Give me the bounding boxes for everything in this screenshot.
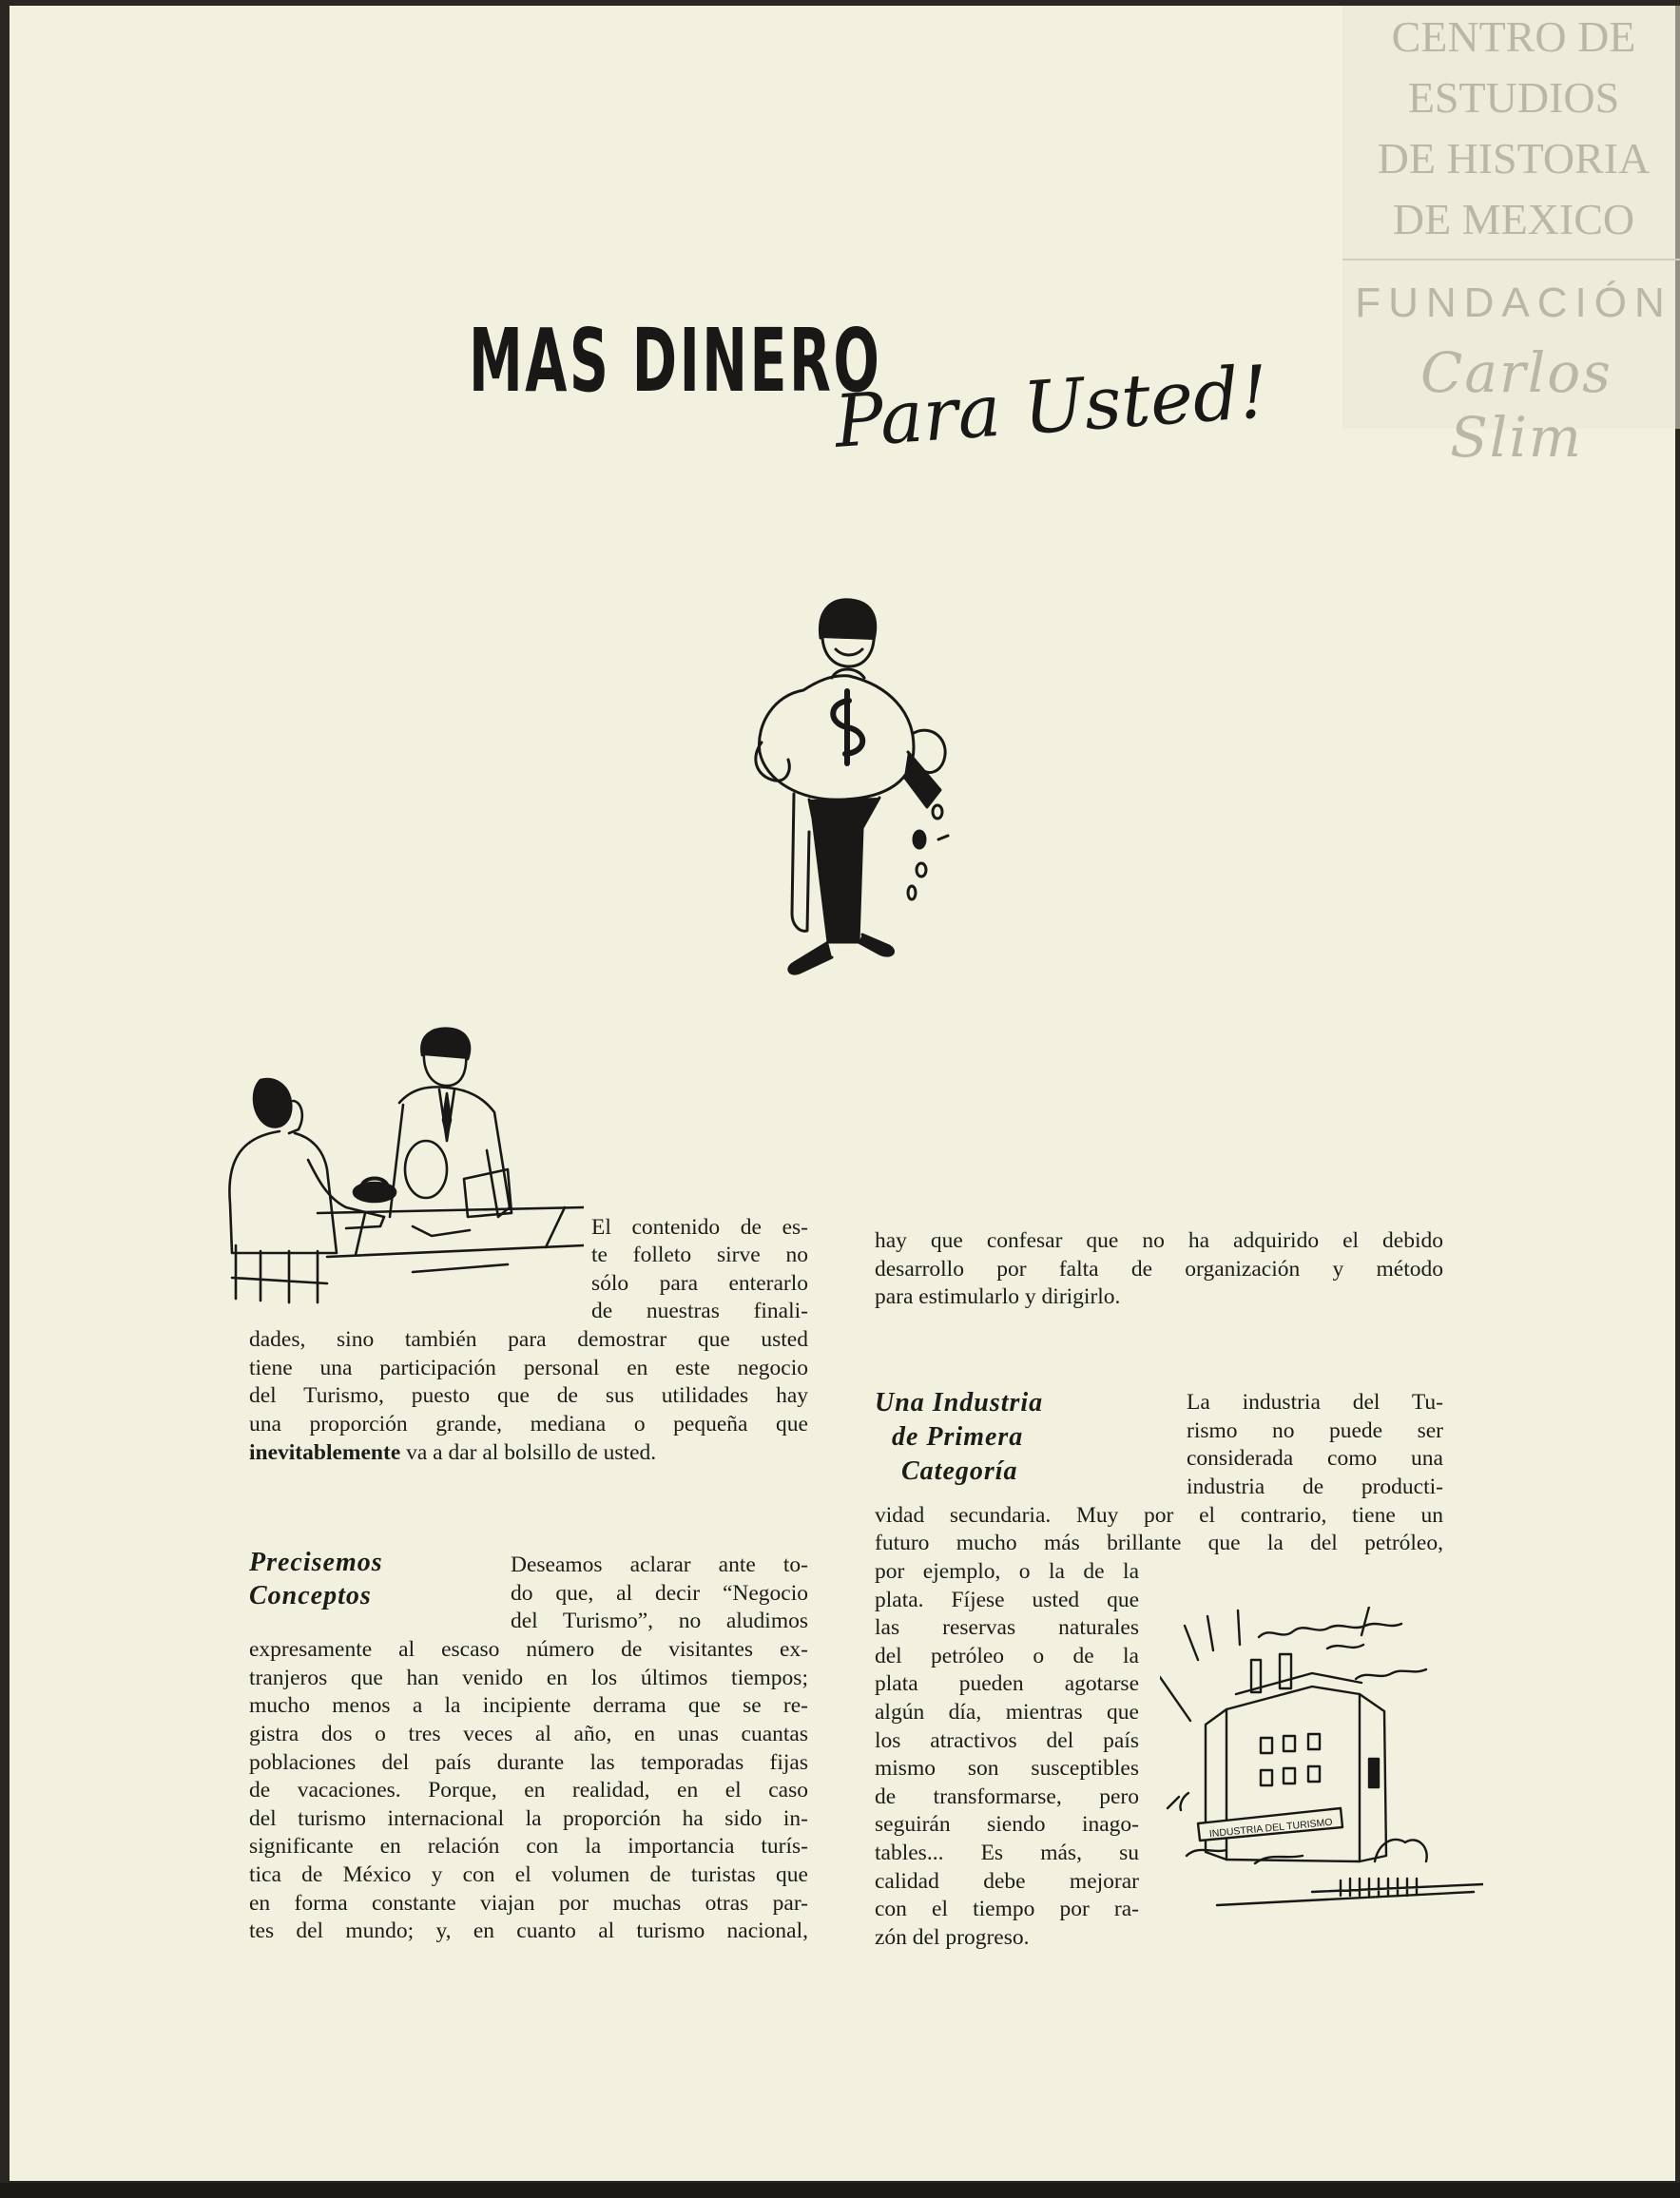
intro-last-line	[249, 1439, 808, 1468]
watermark-line: DE MEXICO	[1392, 195, 1635, 243]
industria-narrow-line: de transformarse, pero	[875, 1784, 1139, 1809]
precisemos-line: de vacaciones. Porque, en realidad, en el caso	[249, 1778, 808, 1803]
industria-side-line: industria de producti-	[1187, 1475, 1443, 1499]
industria-narrow-line: por ejemplo, o la de la	[875, 1559, 1139, 1584]
industria-narrow-line: tables... Es más, su	[875, 1841, 1139, 1865]
precisemos-line: en forma constante viajan por muchas otras par-	[249, 1891, 808, 1916]
industria-narrow-line: mismo son susceptibles	[875, 1756, 1139, 1781]
industria-narrow-line: seguirán siendo inago-	[875, 1812, 1139, 1837]
industria-side-line: rismo no puede ser	[1187, 1418, 1443, 1443]
industria-narrow-line: los atractivos del país	[875, 1728, 1139, 1753]
section-heading: Precisemos	[249, 1548, 383, 1577]
industria-narrow-line: las reservas naturales	[875, 1615, 1139, 1640]
watermark-foundation: FUNDACIÓN	[1355, 280, 1672, 326]
document-page	[10, 6, 1675, 2181]
intro-side-line: de nuestras finali-	[591, 1299, 808, 1323]
industria-side-line: La industria del Tu-	[1187, 1390, 1443, 1415]
intro-line: dades, sino también para demostrar que usted	[249, 1327, 808, 1352]
precisemos-line: del turismo internacional la proporción ha sido in-	[249, 1806, 808, 1831]
industria-narrow-line: del petróleo o de la	[875, 1644, 1139, 1668]
page-subtitle: Para Usted!	[832, 349, 1271, 464]
precisemos-line: tes del mundo; y, en cuanto al turismo nacional,	[249, 1918, 808, 1943]
industria-narrow-line: plata pueden agotarse	[875, 1671, 1139, 1696]
industria-narrow-line: algún día, mientras que	[875, 1700, 1139, 1725]
archive-watermark	[1342, 6, 1680, 470]
section-heading: Conceptos	[249, 1581, 372, 1610]
precisemos-line: tica de México y con el volumen de turistas que	[249, 1862, 808, 1887]
industria-narrow-line: plata. Fíjese usted que	[875, 1588, 1139, 1612]
section-heading: Categoría	[901, 1456, 1018, 1486]
right-top-line: para estimularlo y dirigirlo.	[875, 1284, 1121, 1309]
tourism-factory-illustration	[1160, 1607, 1483, 1911]
watermark-signature: Carlos Slim	[1420, 340, 1612, 470]
precisemos-line: gistra dos o tres veces al año, en unas cuantas	[249, 1722, 808, 1746]
industria-narrow-line: zón del progreso.	[875, 1925, 1030, 1950]
precisemos-side-line: del Turismo”, no aludimos	[511, 1609, 808, 1633]
intro-side-line: El contenido de es-	[591, 1215, 808, 1240]
intro-line-rest: va a dar al bolsillo de usted.	[400, 1440, 657, 1465]
precisemos-line: tranjeros que han venido en los últimos tiempos;	[249, 1666, 808, 1690]
watermark-line: ESTUDIOS	[1407, 73, 1620, 122]
watermark-line: CENTRO DE	[1391, 12, 1636, 61]
industria-narrow-line: con el tiempo por ra-	[875, 1897, 1139, 1921]
page-title: MAS DINERO	[469, 310, 882, 412]
precisemos-line: significante en relación con la importancia turís-	[249, 1834, 808, 1859]
money-bag-man-illustration	[737, 590, 965, 980]
precisemos-line: expresamente al escaso número de visitantes ex-	[249, 1637, 808, 1662]
section-heading: Una Industria	[875, 1388, 1044, 1417]
intro-side-line: sólo para enterarlo	[591, 1271, 808, 1296]
intro-line: una proporción grande, mediana o pequeña que	[249, 1412, 808, 1436]
section-heading: de Primera	[892, 1422, 1024, 1452]
intro-line: tiene una participación personal en este negocio	[249, 1356, 808, 1380]
industria-narrow-line: calidad debe mejorar	[875, 1869, 1139, 1894]
right-top-line: hay que confesar que no ha adquirido el debido	[875, 1228, 1443, 1253]
intro-side-line: te folleto sirve no	[591, 1243, 808, 1267]
precisemos-side-line: Deseamos aclarar ante to-	[511, 1552, 808, 1577]
scan-border	[0, 2183, 1680, 2198]
building-sign: INDUSTRIA DEL TURISMO	[1208, 1816, 1334, 1841]
watermark-line: DE HISTORIA	[1377, 134, 1651, 183]
precisemos-side-line: do que, al decir “Negocio	[511, 1581, 808, 1606]
right-top-line: desarrollo por falta de organización y método	[875, 1257, 1443, 1282]
office-scene-illustration	[222, 1027, 584, 1312]
industria-line: futuro mucho más brillante que la del petróleo,	[875, 1531, 1443, 1555]
precisemos-line: poblaciones del país durante las temporadas fijas	[249, 1750, 808, 1775]
watermark-divider	[1342, 259, 1680, 260]
industria-line: vidad secundaria. Muy por el contrario, tiene un	[875, 1503, 1443, 1528]
precisemos-line: mucho menos a la incipiente derrama que se re-	[249, 1693, 808, 1718]
emphasis-word: inevitablemente	[249, 1440, 401, 1465]
industria-side-line: considerada como una	[1187, 1446, 1443, 1471]
intro-line: del Turismo, puesto que de sus utilidades hay	[249, 1383, 808, 1408]
